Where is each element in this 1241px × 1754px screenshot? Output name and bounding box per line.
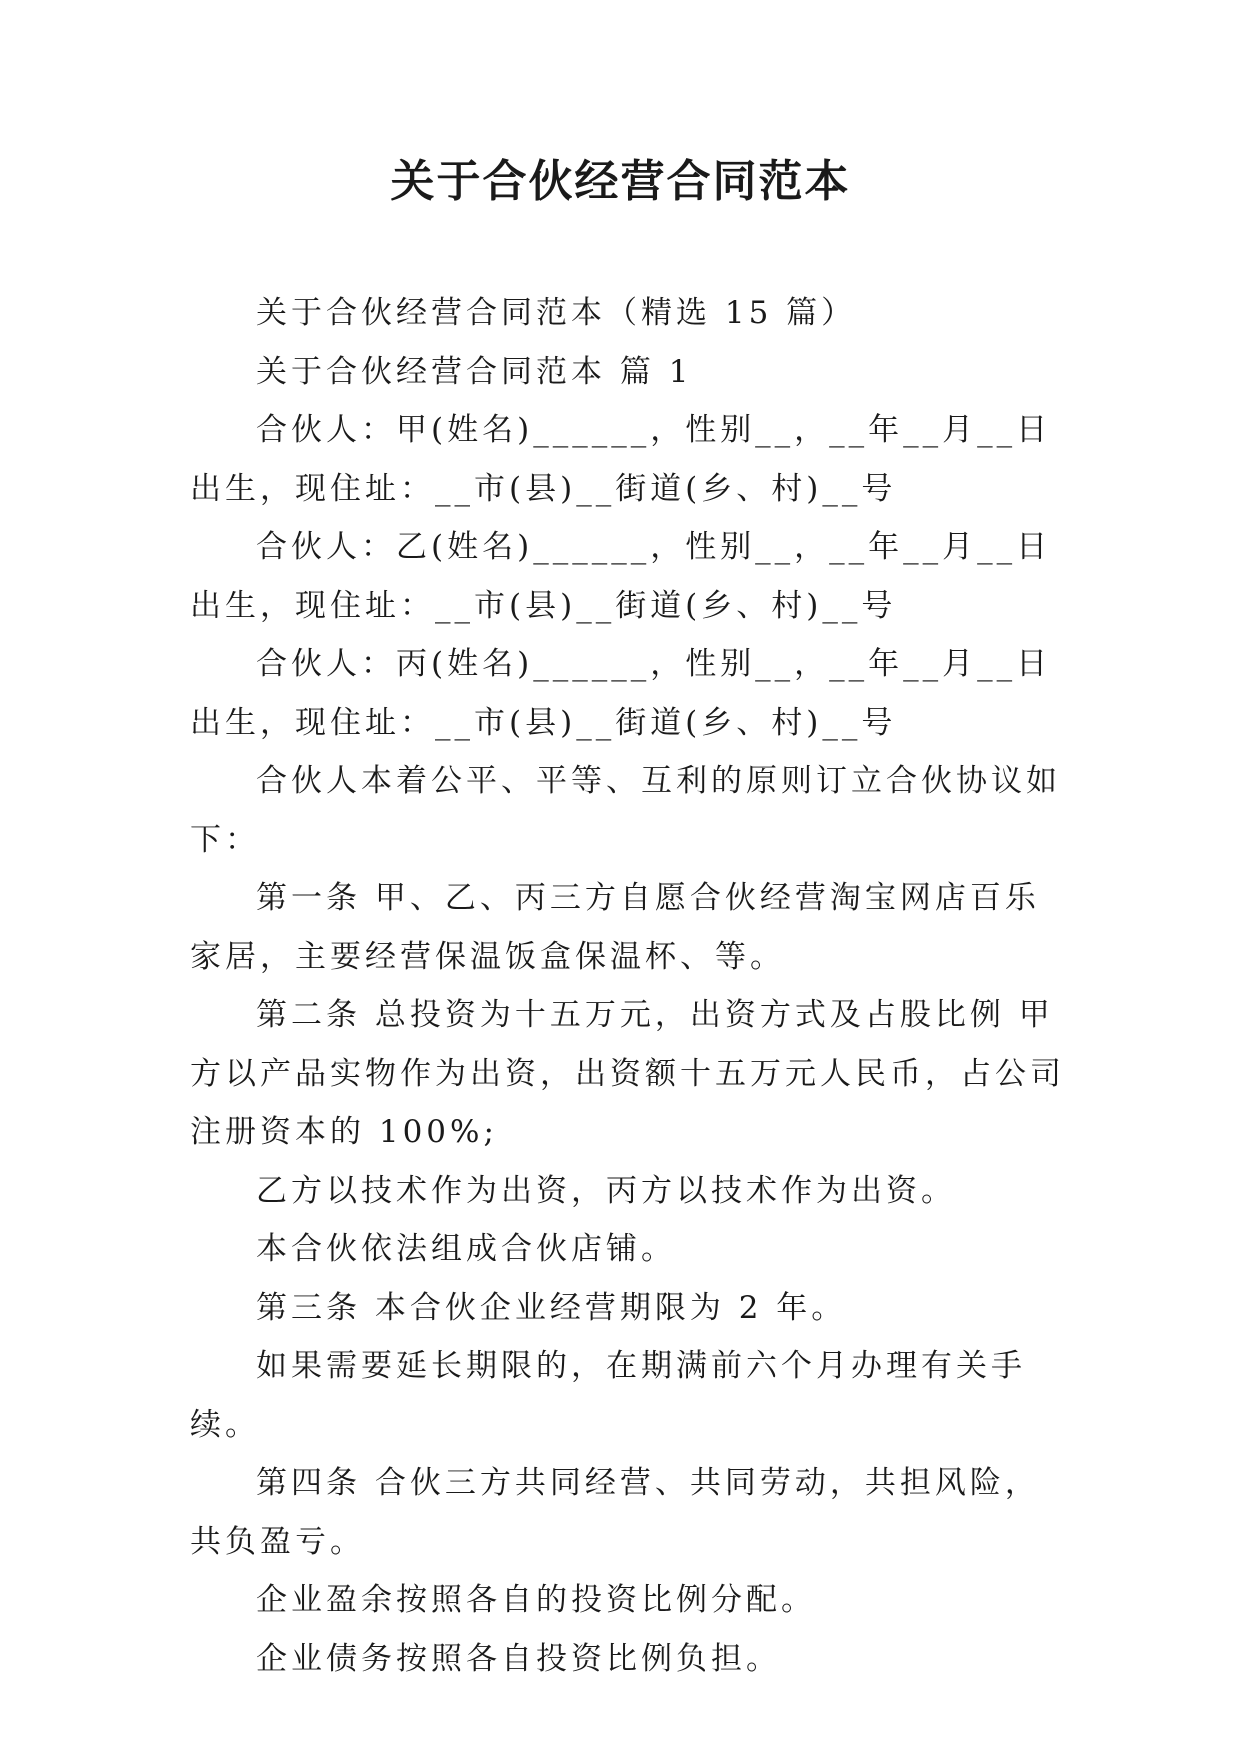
paragraph-subtitle: 关于合伙经营合同范本（精选 15 篇） <box>256 295 857 331</box>
paragraph-article-3: 第三条 本合伙企业经营期限为 2 年。 <box>256 1289 847 1326</box>
paragraph-article-4-debt: 企业债务按照各自投资比例负担。 <box>256 1640 781 1677</box>
paragraph-article-1: 第一条 甲、乙、丙三方自愿合伙经营淘宝网店百乐家居，主要经营保温饭盒保温杯、等。 <box>190 880 1040 975</box>
paragraph-partner-b: 合伙人：乙(姓名)______，性别__，__年__月__日出生，现住址：__市(县)__街道(乡、村)__号 <box>190 529 1052 624</box>
paragraph-article-2: 第二条 总投资为十五万元，出资方式及占股比例 甲方以产品实物作为出资，出资额十五万元人民币，占公司注册资本的 100%; <box>190 997 1065 1150</box>
paragraph-preamble: 合伙人本着公平、平等、互利的原则订立合伙协议如下： <box>190 763 1061 858</box>
document-title: 关于合伙经营合同范本 <box>390 156 851 207</box>
paragraph-article-4-profit: 企业盈余按照各自的投资比例分配。 <box>256 1582 816 1618</box>
paragraph-article-4: 第四条 合伙三方共同经营、共同劳动，共担风险，共负盈亏。 <box>190 1465 1040 1560</box>
paragraph-partner-a: 合伙人：甲(姓名)______，性别__，__年__月__日出生，现住址：__市(县)__街道(乡、村)__号 <box>190 412 1052 507</box>
paragraph-article-3-extension: 如果需要延长期限的，在期满前六个月办理有关手续。 <box>190 1348 1026 1443</box>
paragraph-section-heading: 关于合伙经营合同范本 篇 1 <box>256 353 693 390</box>
paragraph-partner-c: 合伙人：丙(姓名)______，性别__，__年__月__日出生，现住址：__市(县)__街道(乡、村)__号 <box>190 646 1052 741</box>
document-body <box>190 284 1070 1688</box>
paragraph-article-2-contribution: 乙方以技术作为出资，丙方以技术作为出资。 <box>256 1172 956 1209</box>
paragraph-article-2-formation: 本合伙依法组成合伙店铺。 <box>256 1231 676 1267</box>
